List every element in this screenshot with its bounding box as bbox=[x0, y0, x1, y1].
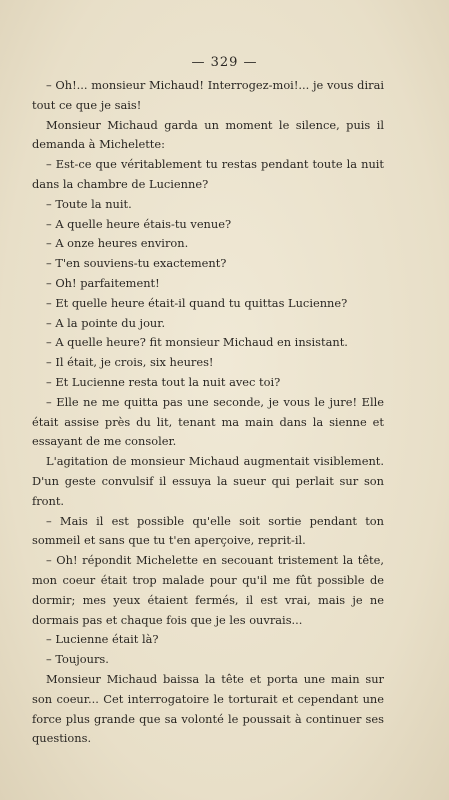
page-number: — 329 — bbox=[191, 55, 258, 70]
paragraph: – A quelle heure? fit monsieur Michaud en insistant. bbox=[46, 335, 348, 350]
paragraph: – Mais il est possible qu'elle soit sortie pendant ton sommeil et sans que tu t'en aperçoive, reprit-il. bbox=[32, 513, 384, 548]
paragraph: – Est-ce que véritablement tu restas pendant toute la nuit dans la chambre de Lucienne? bbox=[32, 157, 384, 191]
paragraph: Monsieur Michaud garda un moment le silence, puis il demanda à Michelette: bbox=[32, 117, 384, 152]
paragraph: L'agitation de monsieur Michaud augmentait visiblement. D'un geste convulsif il essuya la sueur qui perlait sur son front. bbox=[32, 454, 384, 508]
paragraph: – Oh! parfaitement! bbox=[46, 275, 160, 290]
paragraph: – Et Lucienne resta tout la nuit avec toi? bbox=[46, 374, 281, 389]
paragraph: – A quelle heure étais-tu venue? bbox=[46, 216, 232, 231]
paragraph: – Toute la nuit. bbox=[46, 196, 132, 211]
paragraph: – Lucienne était là? bbox=[46, 632, 159, 647]
paragraph: – A onze heures environ. bbox=[46, 236, 189, 251]
paragraph: – Elle ne me quitta pas une seconde, je vous le jure! Elle était assise près du lit, tenant ma main dans la sienne et essayant de me consoler. bbox=[32, 394, 384, 449]
paragraph: – A la pointe du jour. bbox=[46, 315, 166, 330]
paragraph: – Il était, je crois, six heures! bbox=[46, 355, 214, 370]
paragraph: Monsieur Michaud baissa la tête et porta une main sur son coeur... Cet interrogatoire le torturait et cependant une force plus grande que sa volonté le poussait à continuer ses questions. bbox=[32, 671, 384, 746]
paragraph: – T'en souviens-tu exactement? bbox=[46, 256, 227, 271]
paragraph: – Toujours. bbox=[46, 652, 109, 667]
body-text bbox=[32, 76, 384, 749]
paragraph: – Et quelle heure était-il quand tu quittas Lucienne? bbox=[46, 295, 348, 310]
paragraph: – Oh! répondit Michelette en secouant tristement la tête, mon coeur était trop malade pour qu'il me fût possible de dormir; mes yeux étaient fermés, il est vrai, mais je ne dormais pas et chaque fois que je les ouvrais... bbox=[32, 553, 384, 627]
paragraph: – Oh!... monsieur Michaud! Interrogez-moi!... je vous dirai tout ce que je sais! bbox=[32, 78, 384, 112]
